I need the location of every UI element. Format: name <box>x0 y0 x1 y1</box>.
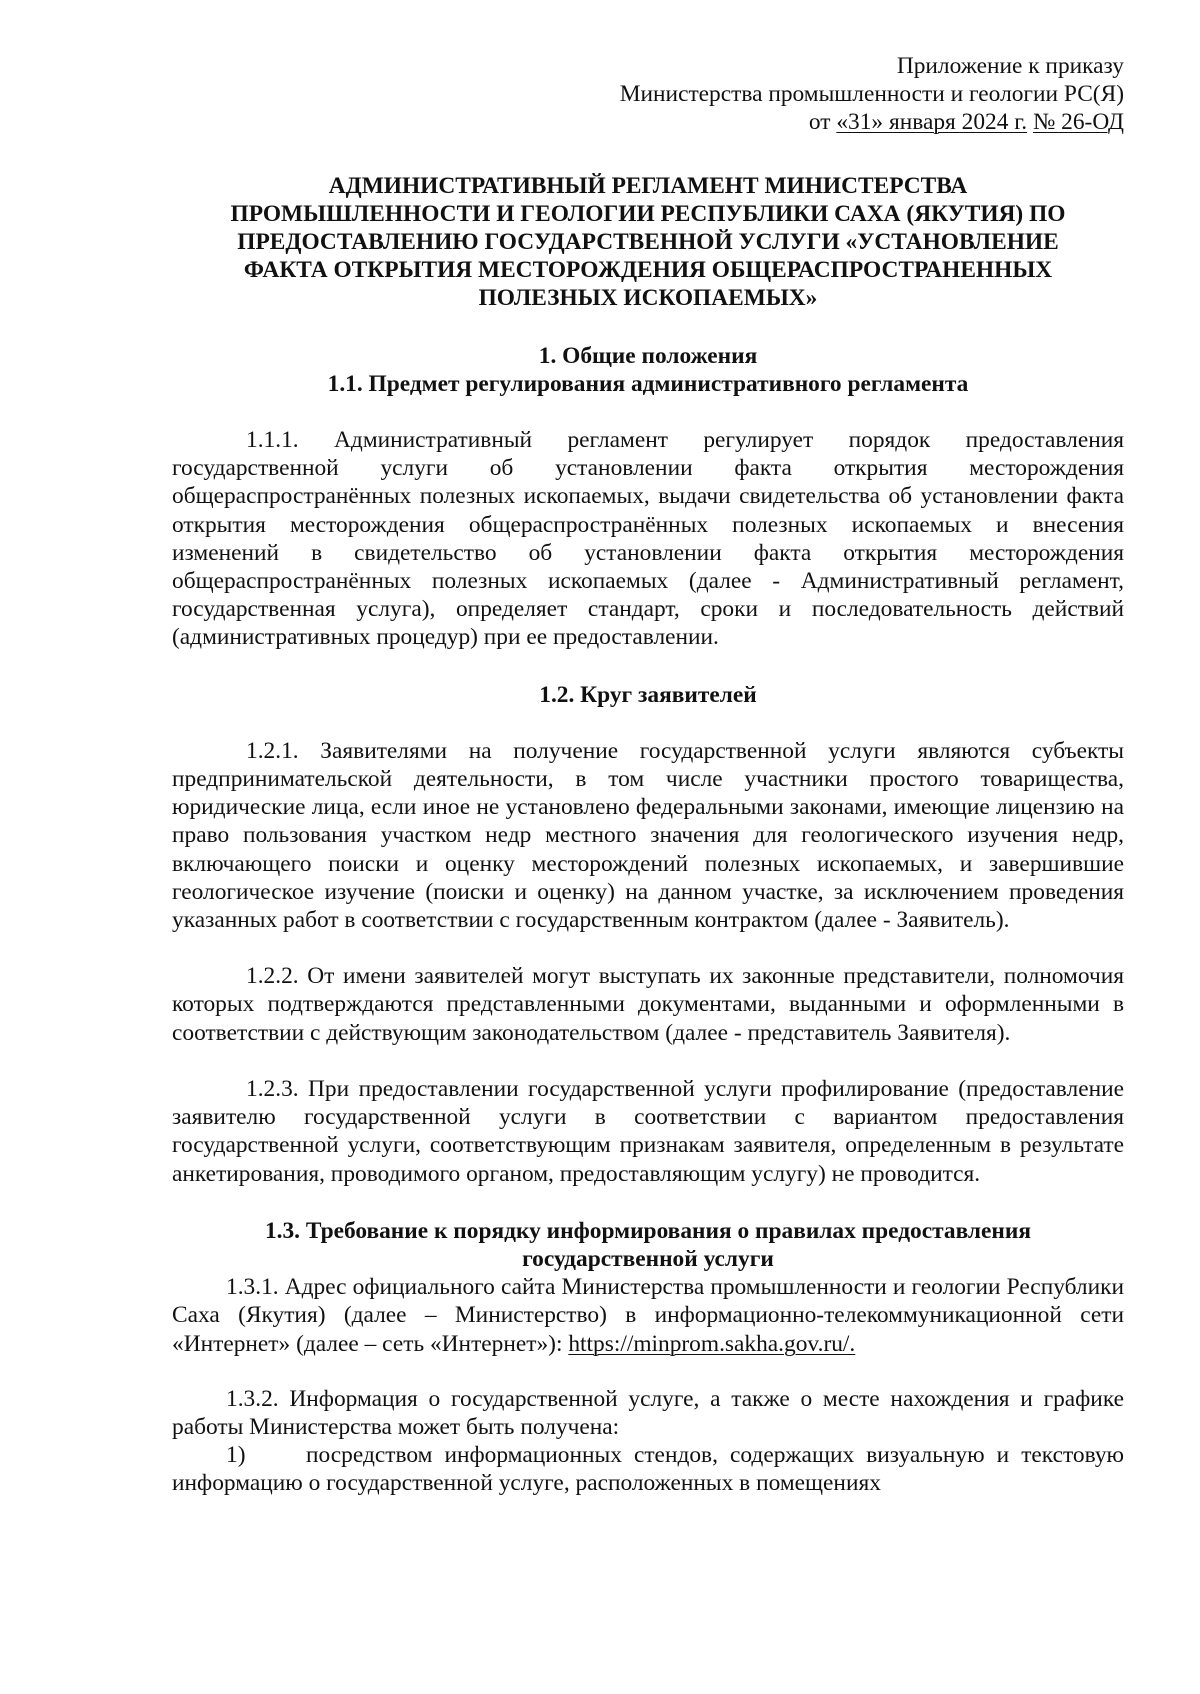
paragraph-1-3-2: 1.3.2. Информация о государственной услуге, а также о месте нахождения и графике работы Министерства может быть получена: <box>172 1385 1124 1440</box>
document-title: АДМИНИСТРАТИВНЫЙ РЕГЛАМЕНТ МИНИСТЕРСТВА ПРОМЫШЛЕННОСТИ И ГЕОЛОГИИ РЕСПУБЛИКИ САХА (ЯКУТИЯ) ПО ПРЕДОСТАВЛЕНИЮ ГОСУДАРСТВЕННОЙ УСЛУГИ «УСТАНОВЛЕНИЕ ФАКТА ОТКРЫТИЯ МЕСТОРОЖДЕНИЯ ОБЩЕРАСПРОСТРАНЕННЫХ ПОЛЕЗНЫХ ИСКОПАЕМЫХ» <box>230 172 1066 312</box>
annex-line-2: Министерства промышленности и геологии РС(Я) <box>619 81 1124 108</box>
annex-date: «31» января 2024 г. <box>836 109 1028 136</box>
section-1-3-heading: 1.3. Требование к порядку информирования о правилах предоставления государственной услуги <box>264 1217 1032 1272</box>
paragraph-1-2-1: 1.2.1. Заявителями на получение государственной услуги являются субъекты предпринимательской деятельности, в том числе участники простого товарищества, юридические лица, если иное не установлено федеральными законами, имеющие лицензию на право пользования участком недр местного значения для геологического изучения недр, включающего поиски и оценку месторождений полезных ископаемых, и завершившие геологическое изучение (поиски и оценку) на данном участке, за исключением проведения указанных работ в соответствии с государственным контрактом (далее - Заявитель). <box>172 737 1124 934</box>
paragraph-1-1-1: 1.1.1. Административный регламент регулирует порядок предоставления государственной услуги об установлении факта открытия месторождения общераспространённых полезных ископаемых, выдачи свидетельства об установлении факта открытия месторождения общераспространённых полезных ископаемых и внесения изменений в свидетельство об установлении факта открытия месторождения общераспространённых полезных ископаемых (далее - Административный регламент, государственная услуга), определяет стандарт, сроки и последовательность действий (административных процедур) при ее предоставлении. <box>172 427 1124 651</box>
list-item-1-number: 1) <box>226 1442 246 1469</box>
list-item-1-text: посредством информационных стендов, содержащих визуальную и текстовую информацию о государственной услуге, расположенных в помещениях <box>172 1442 1124 1497</box>
document-page <box>172 52 1124 1498</box>
paragraph-1-3-1 <box>172 1273 1124 1358</box>
paragraph-1-3-1-text: 1.3.1. Адрес официального сайта Министерства промышленности и геологии Республики Саха (Якутия) (далее – Министерство) в информационно-телекоммуникационной сети «Интернет» (далее – сеть «Интернет»): <box>172 1274 1124 1357</box>
section-1-2-heading: 1.2. Круг заявителей <box>539 681 757 708</box>
annex-line-3 <box>172 108 1124 136</box>
annex-order-number: № 26-ОД <box>1032 109 1124 136</box>
annex-block <box>172 52 1124 137</box>
section-1-heading: 1. Общие положения <box>538 342 758 369</box>
annex-line-1: Приложение к приказу <box>896 53 1124 79</box>
list-item-1 <box>172 1441 1124 1497</box>
annex-date-prefix: от <box>808 109 837 136</box>
paragraph-1-2-2: 1.2.2. От имени заявителей могут выступать их законные представители, полномочия которых подтверждаются представленными документами, выданными и оформленными в соответствии с действующим законодательством (далее - представитель Заявителя). <box>172 963 1124 1046</box>
paragraph-1-2-3: 1.2.3. При предоставлении государственной услуги профилирование (предоставление заявителю государственной услуги в соответствии с вариантом предоставления государственной услуги, соответствующим признакам заявителя, определенным в результате анкетирования, проводимого органом, предоставляющим услугу) не проводится. <box>172 1075 1124 1187</box>
ministry-site-link[interactable]: https://minprom.sakha.gov.ru/. <box>568 1330 856 1357</box>
section-1-1-heading: 1.1. Предмет регулирования административного регламента <box>327 370 969 397</box>
